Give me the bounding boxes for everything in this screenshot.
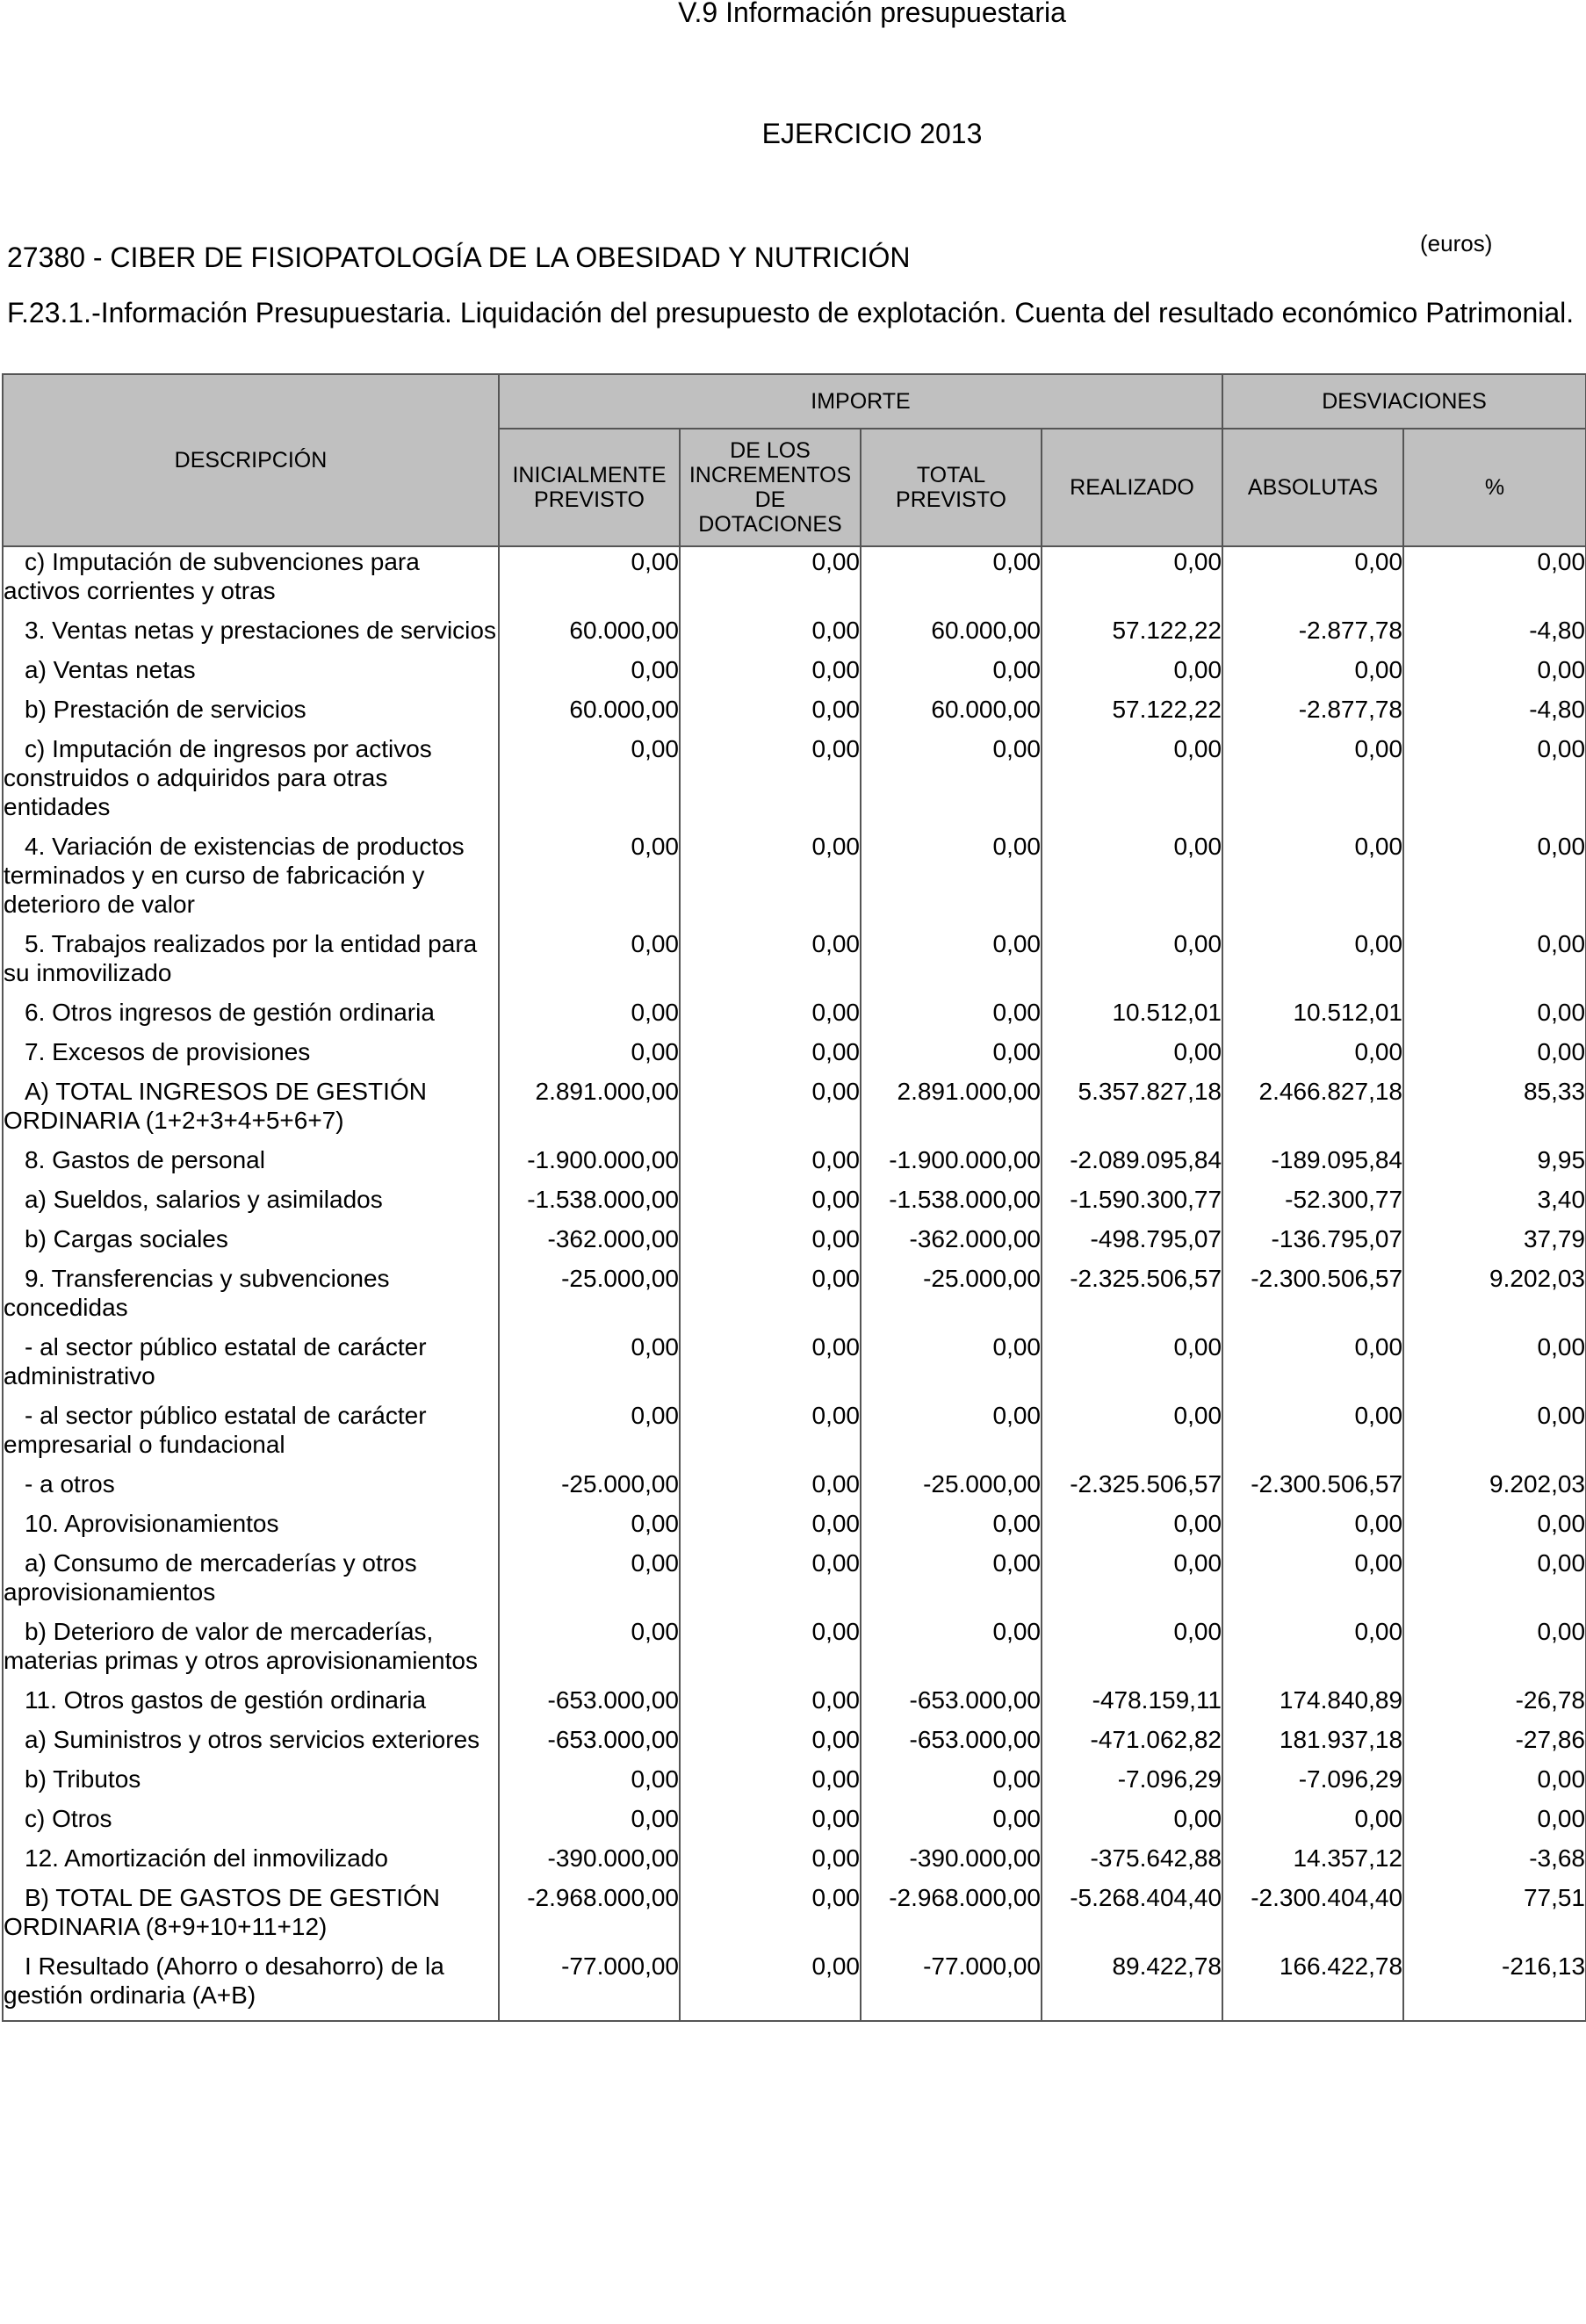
cell-realizado: -7.096,29 [1042,1765,1222,1804]
cell-porcentaje: -4,80 [1403,616,1586,655]
cell-inicialmente-previsto: 60.000,00 [499,695,680,734]
cell-inicialmente-previsto: 0,00 [499,1509,680,1548]
cell-porcentaje: 0,00 [1403,1037,1586,1077]
cell-inicialmente-previsto: -2.968.000,00 [499,1883,680,1952]
cell-realizado: -375.642,88 [1042,1844,1222,1883]
cell-absolutas: 181.937,18 [1222,1725,1403,1765]
section-title: V.9 Información presupuestaria [678,0,1066,28]
cell-porcentaje: -27,86 [1403,1725,1586,1765]
row-description [3,1224,499,1264]
row-description [3,1332,499,1401]
cell-incrementos-dotaciones: 0,00 [680,1685,861,1725]
cell-realizado: 57.122,22 [1042,616,1222,655]
cell-porcentaje: -26,78 [1403,1685,1586,1725]
cell-absolutas: 0,00 [1222,1037,1403,1077]
cell-realizado: -478.159,11 [1042,1685,1222,1725]
cell-total-previsto: 2.891.000,00 [861,1077,1042,1145]
cell-absolutas: -189.095,84 [1222,1145,1403,1185]
table-row [3,1804,1586,1844]
cell-realizado: -2.325.506,57 [1042,1469,1222,1509]
cell-incrementos-dotaciones: 0,00 [680,929,861,998]
cell-total-previsto: 0,00 [861,929,1042,998]
row-description-text: 9. Transferencias y subvenciones concedidas [4,1265,390,1321]
cell-absolutas: -2.877,78 [1222,616,1403,655]
cell-absolutas: 0,00 [1222,1617,1403,1685]
cell-absolutas: 0,00 [1222,546,1403,616]
row-description-text: a) Suministros y otros servicios exteriores [25,1726,480,1753]
cell-total-previsto: -2.968.000,00 [861,1883,1042,1952]
cell-porcentaje: 37,79 [1403,1224,1586,1264]
cell-absolutas: 0,00 [1222,832,1403,929]
exercise-title: EJERCICIO 2013 [761,118,983,149]
cell-realizado: 10.512,01 [1042,998,1222,1037]
table-row [3,616,1586,655]
row-description-text: B) TOTAL DE GASTOS DE GESTIÓN ORDINARIA (8+9+10+11+12) [4,1884,440,1940]
row-description-text: b) Deterioro de valor de mercaderías, materias primas y otros aprovisionamientos [4,1618,478,1674]
cell-total-previsto: -653.000,00 [861,1685,1042,1725]
table-row [3,1685,1586,1725]
cell-total-previsto: 0,00 [861,998,1042,1037]
header-desviaciones: DESVIACIONES [1222,374,1586,429]
row-description [3,1037,499,1077]
cell-inicialmente-previsto: 0,00 [499,546,680,616]
cell-total-previsto: -1.900.000,00 [861,1145,1042,1185]
header-importe: IMPORTE [499,374,1222,429]
cell-incrementos-dotaciones: 0,00 [680,1844,861,1883]
row-description [3,655,499,695]
row-description-text: - al sector público estatal de carácter administrativo [4,1333,427,1389]
cell-porcentaje: 3,40 [1403,1185,1586,1224]
cell-total-previsto: -77.000,00 [861,1952,1042,2021]
table-row [3,1844,1586,1883]
cell-realizado: 57.122,22 [1042,695,1222,734]
row-description [3,616,499,655]
header-inicialmente-previsto: INICIALMENTE PREVISTO [499,429,680,546]
row-description-text: b) Tributos [25,1765,141,1793]
cell-porcentaje: 9,95 [1403,1145,1586,1185]
row-description [3,1509,499,1548]
cell-total-previsto: 0,00 [861,546,1042,616]
row-description [3,1077,499,1145]
row-description-text: a) Sueldos, salarios y asimilados [25,1186,383,1213]
cell-porcentaje: 0,00 [1403,832,1586,929]
table-row [3,1883,1586,1952]
cell-inicialmente-previsto: -25.000,00 [499,1264,680,1332]
cell-total-previsto: 0,00 [861,1401,1042,1469]
cell-porcentaje: 9.202,03 [1403,1264,1586,1332]
row-description-text: b) Cargas sociales [25,1225,228,1252]
cell-porcentaje: -4,80 [1403,695,1586,734]
row-description [3,546,499,616]
row-description-text: 12. Amortización del inmovilizado [25,1844,388,1872]
table-row [3,1469,1586,1509]
cell-incrementos-dotaciones: 0,00 [680,1264,861,1332]
row-description-text: 11. Otros gastos de gestión ordinaria [25,1686,427,1714]
cell-realizado: 0,00 [1042,1509,1222,1548]
row-description-text: b) Prestación de servicios [25,696,306,723]
row-description-text: c) Imputación de ingresos por activos construidos o adquiridos para otras entidades [4,735,432,820]
cell-inicialmente-previsto: -25.000,00 [499,1469,680,1509]
cell-inicialmente-previsto: 0,00 [499,1548,680,1617]
cell-incrementos-dotaciones: 0,00 [680,695,861,734]
row-description-text: 7. Excesos de provisiones [25,1038,311,1065]
cell-incrementos-dotaciones: 0,00 [680,1725,861,1765]
row-description-text: a) Ventas netas [25,656,196,683]
row-description-text: c) Otros [25,1805,112,1832]
cell-incrementos-dotaciones: 0,00 [680,1401,861,1469]
table-row [3,1617,1586,1685]
cell-total-previsto: -390.000,00 [861,1844,1042,1883]
cell-porcentaje: 0,00 [1403,1765,1586,1804]
cell-inicialmente-previsto: 0,00 [499,1037,680,1077]
cell-absolutas: 166.422,78 [1222,1952,1403,2021]
cell-absolutas: -7.096,29 [1222,1765,1403,1804]
header-porcentaje: % [1403,429,1586,546]
cell-total-previsto: 60.000,00 [861,616,1042,655]
cell-incrementos-dotaciones: 0,00 [680,1469,861,1509]
cell-total-previsto: -1.538.000,00 [861,1185,1042,1224]
form-title: F.23.1.-Información Presupuestaria. Liquidación del presupuesto de explotación. Cuenta del resultado económico Patrimonial. [7,297,1575,328]
row-description-text: 8. Gastos de personal [25,1146,265,1173]
cell-inicialmente-previsto: 0,00 [499,998,680,1037]
row-description [3,1765,499,1804]
cell-absolutas: -2.877,78 [1222,695,1403,734]
cell-inicialmente-previsto: -390.000,00 [499,1844,680,1883]
table-row [3,832,1586,929]
cell-total-previsto: 60.000,00 [861,695,1042,734]
row-description [3,1548,499,1617]
cell-total-previsto: 0,00 [861,832,1042,929]
table-row [3,1952,1586,2021]
cell-total-previsto: -362.000,00 [861,1224,1042,1264]
cell-inicialmente-previsto: -653.000,00 [499,1725,680,1765]
row-description [3,1883,499,1952]
table-row [3,1224,1586,1264]
cell-total-previsto: 0,00 [861,655,1042,695]
row-description-text: 4. Variación de existencias de productos terminados y en curso de fabricación y deterioro de valor [4,833,465,918]
cell-incrementos-dotaciones: 0,00 [680,1077,861,1145]
header-incrementos-dotaciones: DE LOS INCREMENTOS DE DOTACIONES [680,429,861,546]
row-description [3,1617,499,1685]
cell-porcentaje: 0,00 [1403,1332,1586,1401]
cell-inicialmente-previsto: 0,00 [499,1617,680,1685]
cell-absolutas: 2.466.827,18 [1222,1077,1403,1145]
row-description [3,1264,499,1332]
cell-total-previsto: 0,00 [861,1509,1042,1548]
cell-absolutas: -2.300.404,40 [1222,1883,1403,1952]
cell-incrementos-dotaciones: 0,00 [680,1804,861,1844]
header-total-previsto: TOTAL PREVISTO [861,429,1042,546]
budget-table-body [3,546,1586,2021]
cell-incrementos-dotaciones: 0,00 [680,1617,861,1685]
cell-porcentaje: 0,00 [1403,655,1586,695]
cell-incrementos-dotaciones: 0,00 [680,616,861,655]
cell-incrementos-dotaciones: 0,00 [680,1037,861,1077]
row-description [3,1185,499,1224]
table-row [3,1332,1586,1401]
table-row [3,998,1586,1037]
cell-porcentaje: 0,00 [1403,1548,1586,1617]
cell-incrementos-dotaciones: 0,00 [680,734,861,832]
table-row [3,1145,1586,1185]
cell-inicialmente-previsto: 0,00 [499,1332,680,1401]
table-row [3,1509,1586,1548]
cell-total-previsto: 0,00 [861,1548,1042,1617]
cell-absolutas: 0,00 [1222,734,1403,832]
cell-realizado: 0,00 [1042,1617,1222,1685]
cell-inicialmente-previsto: 60.000,00 [499,616,680,655]
cell-realizado: 0,00 [1042,1804,1222,1844]
cell-realizado: -5.268.404,40 [1042,1883,1222,1952]
cell-porcentaje: -216,13 [1403,1952,1586,2021]
row-description [3,1469,499,1509]
cell-incrementos-dotaciones: 0,00 [680,1224,861,1264]
cell-absolutas: -52.300,77 [1222,1185,1403,1224]
cell-absolutas: 0,00 [1222,1401,1403,1469]
cell-absolutas: 10.512,01 [1222,998,1403,1037]
row-description-text: - al sector público estatal de carácter empresarial o fundacional [4,1402,427,1458]
cell-porcentaje: -3,68 [1403,1844,1586,1883]
cell-porcentaje: 0,00 [1403,734,1586,832]
cell-total-previsto: 0,00 [861,1765,1042,1804]
entity-name: 27380 - CIBER DE FISIOPATOLOGÍA DE LA OBESIDAD Y NUTRICIÓN [7,242,911,273]
cell-realizado: -2.089.095,84 [1042,1145,1222,1185]
row-description [3,1844,499,1883]
cell-inicialmente-previsto: -1.900.000,00 [499,1145,680,1185]
row-description [3,998,499,1037]
cell-realizado: 0,00 [1042,1401,1222,1469]
cell-porcentaje: 77,51 [1403,1883,1586,1952]
row-description-text: 10. Aprovisionamientos [25,1510,279,1537]
table-row [3,1037,1586,1077]
cell-inicialmente-previsto: 0,00 [499,1765,680,1804]
cell-inicialmente-previsto: -653.000,00 [499,1685,680,1725]
cell-inicialmente-previsto: 2.891.000,00 [499,1077,680,1145]
cell-absolutas: 14.357,12 [1222,1844,1403,1883]
table-row [3,546,1586,616]
table-row [3,695,1586,734]
cell-realizado: -471.062,82 [1042,1725,1222,1765]
cell-realizado: -498.795,07 [1042,1224,1222,1264]
cell-porcentaje: 0,00 [1403,1617,1586,1685]
row-description [3,1145,499,1185]
cell-realizado: 0,00 [1042,546,1222,616]
table-row [3,734,1586,832]
row-description-text: 6. Otros ingresos de gestión ordinaria [25,999,435,1026]
cell-porcentaje: 9.202,03 [1403,1469,1586,1509]
cell-inicialmente-previsto: 0,00 [499,832,680,929]
row-description-text: 3. Ventas netas y prestaciones de servicios [25,617,496,644]
cell-absolutas: 174.840,89 [1222,1685,1403,1725]
cell-inicialmente-previsto: -77.000,00 [499,1952,680,2021]
cell-total-previsto: 0,00 [861,1617,1042,1685]
cell-porcentaje: 0,00 [1403,1509,1586,1548]
cell-incrementos-dotaciones: 0,00 [680,832,861,929]
cell-incrementos-dotaciones: 0,00 [680,1952,861,2021]
table-row [3,1725,1586,1765]
cell-incrementos-dotaciones: 0,00 [680,546,861,616]
table-row [3,929,1586,998]
cell-incrementos-dotaciones: 0,00 [680,1145,861,1185]
cell-incrementos-dotaciones: 0,00 [680,1185,861,1224]
table-row [3,1077,1586,1145]
cell-absolutas: 0,00 [1222,1509,1403,1548]
cell-total-previsto: 0,00 [861,1332,1042,1401]
row-description-text: I Resultado (Ahorro o desahorro) de la gestión ordinaria (A+B) [4,1952,444,2009]
table-row [3,1548,1586,1617]
cell-incrementos-dotaciones: 0,00 [680,998,861,1037]
cell-porcentaje: 85,33 [1403,1077,1586,1145]
cell-absolutas: -2.300.506,57 [1222,1469,1403,1509]
cell-absolutas: 0,00 [1222,655,1403,695]
units-label: (euros) [1420,230,1493,256]
cell-absolutas: 0,00 [1222,1804,1403,1844]
cell-inicialmente-previsto: -1.538.000,00 [499,1185,680,1224]
cell-incrementos-dotaciones: 0,00 [680,1883,861,1952]
cell-realizado: -2.325.506,57 [1042,1264,1222,1332]
cell-realizado: 0,00 [1042,1332,1222,1401]
row-description [3,695,499,734]
row-description [3,1725,499,1765]
row-description [3,832,499,929]
row-description [3,1685,499,1725]
cell-realizado: 5.357.827,18 [1042,1077,1222,1145]
row-description [3,1401,499,1469]
cell-realizado: 0,00 [1042,1037,1222,1077]
cell-inicialmente-previsto: -362.000,00 [499,1224,680,1264]
row-description [3,734,499,832]
cell-absolutas: 0,00 [1222,1548,1403,1617]
row-description [3,929,499,998]
cell-inicialmente-previsto: 0,00 [499,1401,680,1469]
row-description-text: 5. Trabajos realizados por la entidad para su inmovilizado [4,930,478,986]
cell-porcentaje: 0,00 [1403,929,1586,998]
table-row [3,1264,1586,1332]
table-row [3,1185,1586,1224]
cell-total-previsto: -25.000,00 [861,1264,1042,1332]
header-descripcion: DESCRIPCIÓN [3,374,499,546]
cell-absolutas: 0,00 [1222,929,1403,998]
cell-inicialmente-previsto: 0,00 [499,734,680,832]
cell-incrementos-dotaciones: 0,00 [680,1509,861,1548]
cell-realizado: -1.590.300,77 [1042,1185,1222,1224]
cell-inicialmente-previsto: 0,00 [499,929,680,998]
cell-inicialmente-previsto: 0,00 [499,655,680,695]
table-row [3,1765,1586,1804]
cell-absolutas: -2.300.506,57 [1222,1264,1403,1332]
cell-total-previsto: 0,00 [861,1804,1042,1844]
cell-incrementos-dotaciones: 0,00 [680,1548,861,1617]
cell-absolutas: -136.795,07 [1222,1224,1403,1264]
budget-table [2,373,1586,2022]
cell-total-previsto: 0,00 [861,1037,1042,1077]
row-description [3,1804,499,1844]
header-realizado: REALIZADO [1042,429,1222,546]
cell-porcentaje: 0,00 [1403,1804,1586,1844]
cell-inicialmente-previsto: 0,00 [499,1804,680,1844]
cell-absolutas: 0,00 [1222,1332,1403,1401]
header-absolutas: ABSOLUTAS [1222,429,1403,546]
cell-realizado: 89.422,78 [1042,1952,1222,2021]
cell-total-previsto: 0,00 [861,734,1042,832]
row-description [3,1952,499,2021]
cell-porcentaje: 0,00 [1403,998,1586,1037]
row-description-text: A) TOTAL INGRESOS DE GESTIÓN ORDINARIA (1+2+3+4+5+6+7) [4,1078,427,1134]
row-description-text: c) Imputación de subvenciones para activos corrientes y otras [4,548,420,604]
cell-porcentaje: 0,00 [1403,1401,1586,1469]
cell-incrementos-dotaciones: 0,00 [680,655,861,695]
row-description-text: a) Consumo de mercaderías y otros aprovisionamientos [4,1549,417,1606]
cell-realizado: 0,00 [1042,929,1222,998]
cell-realizado: 0,00 [1042,734,1222,832]
table-row [3,655,1586,695]
table-row [3,1401,1586,1469]
cell-realizado: 0,00 [1042,832,1222,929]
cell-porcentaje: 0,00 [1403,546,1586,616]
cell-total-previsto: -653.000,00 [861,1725,1042,1765]
cell-realizado: 0,00 [1042,655,1222,695]
row-description-text: - a otros [25,1470,115,1498]
cell-incrementos-dotaciones: 0,00 [680,1332,861,1401]
cell-total-previsto: -25.000,00 [861,1469,1042,1509]
cell-incrementos-dotaciones: 0,00 [680,1765,861,1804]
cell-realizado: 0,00 [1042,1548,1222,1617]
